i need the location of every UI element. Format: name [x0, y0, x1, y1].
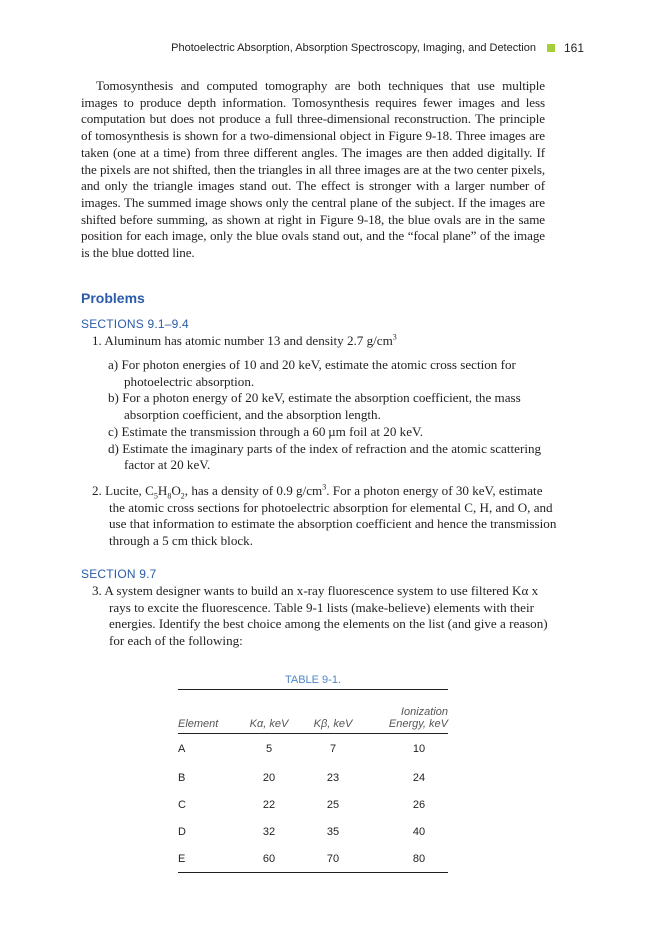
- running-title: Photoelectric Absorption, Absorption Spectroscopy, Imaging, and Detection: [171, 42, 536, 54]
- problem-2-text-rest: . For a photon energy of 30 keV, estimate the atomic cross sections for photoelectric absorption for elemental C, H, and O, and use that information to estimate the absorption coefficient and hence the transmission through a 5 cm thick block.: [109, 483, 557, 549]
- problem-3: [92, 583, 561, 650]
- problem-1-sup: 3: [392, 332, 397, 342]
- item-text: Estimate the imaginary parts of the index of refraction and the atomic scattering factor at 20 keV.: [122, 440, 542, 473]
- header-marker-square: [547, 44, 555, 52]
- table-header-row: [178, 690, 448, 734]
- problems-heading: Problems: [81, 290, 145, 306]
- table-row: [178, 734, 448, 765]
- header-element: Element: [178, 718, 219, 730]
- problem-2: [92, 483, 561, 550]
- header-k-beta: Kβ, keV: [313, 718, 353, 730]
- problem-1-subitems: [108, 357, 548, 474]
- table-row: [178, 818, 448, 845]
- header-ionization-energy: [368, 690, 448, 734]
- formula-part: Lucite, C: [105, 483, 154, 498]
- problem-1c: [108, 424, 548, 441]
- page-number: 161: [563, 41, 584, 55]
- problem-1-text: Aluminum has atomic number 13 and density 2.7 g/cm: [104, 333, 393, 348]
- problem-1b: [108, 390, 548, 423]
- table-cell: 22: [262, 798, 276, 811]
- body-text: [81, 78, 545, 262]
- table-cell: 7: [329, 743, 337, 755]
- problem-1-number: 1.: [92, 333, 102, 348]
- table-cell: 80: [412, 852, 426, 865]
- formula-subscript: 5: [153, 491, 158, 501]
- problem-1d: [108, 441, 548, 474]
- problem-2-text: , has a density of 0.9 g/cm: [184, 483, 323, 498]
- formula-part: O: [171, 483, 181, 498]
- table-row: [178, 845, 448, 873]
- section-label-9-1-9-4: SECTIONS 9.1–9.4: [81, 317, 189, 331]
- problem-2-number: 2.: [92, 483, 102, 498]
- table-cell: 25: [326, 798, 340, 811]
- table-cell: 60: [262, 852, 276, 865]
- table-cell: B: [178, 771, 186, 784]
- item-letter: b): [108, 390, 119, 406]
- formula-subscript: 8: [167, 491, 172, 501]
- intro-paragraph: Tomosynthesis and computed tomography are both techniques that use multiple images to produce depth information. Tomosynthesis requires fewer images and less computation but does not produce a full three-dimensional reconstruction. The principle of tomosynthesis is shown for a two-dimensional object in Figure 9-18. Three images are taken (one at a time) from three different angles. The images are then added digitally. If the pixels are not shifted, then the triangles in all three images are at the two center pixels, and only the triangle images stand out. The effect is stronger with a larger number of images. The summed image shows only the central plane of the subject. If the images are shifted before summing, as shown at right in Figure 9-18, the blue ovals are in the same position for each image, only the blue ovals stand out, and the “focal plane” of the image is the blue dotted line.: [81, 78, 545, 261]
- element-energy-table: [178, 689, 448, 873]
- problem-2-sup: 3: [322, 482, 327, 492]
- item-text: For a photon energy of 20 keV, estimate the absorption coefficient, the mass absorption coefficient, and the absorption length.: [122, 390, 521, 423]
- table-cell: D: [178, 825, 186, 838]
- problem-3-number: 3.: [92, 583, 102, 598]
- problem-3-text: A system designer wants to build an x-ray fluorescence system to use filtered Kα x rays to excite the fluorescence. Table 9-1 lists (make-believe) elements with their energies. Identify the best choice among the elements on the list (and give a reason) for each of the following:: [104, 583, 548, 649]
- table-cell: 20: [262, 771, 276, 784]
- header-ionization-line2: Energy, keV: [388, 718, 448, 730]
- item-text: Estimate the transmission through a 60 µm foil at 20 keV.: [121, 423, 424, 439]
- problem-1: [92, 333, 561, 350]
- table-cell: 40: [412, 825, 426, 838]
- table-cell: 23: [326, 771, 340, 784]
- table-cell: 24: [412, 771, 426, 784]
- item-letter: c): [108, 423, 119, 439]
- table-row: [178, 791, 448, 818]
- section-label-9-7: SECTION 9.7: [81, 567, 157, 581]
- item-letter: a): [108, 357, 119, 372]
- formula-part: H: [157, 483, 168, 498]
- table-cell: 5: [265, 743, 273, 755]
- table-cell: 35: [326, 825, 340, 838]
- item-text: For photon energies of 10 and 20 keV, estimate the atomic cross section for photoelectric absorption.: [121, 357, 516, 389]
- table-row: [178, 764, 448, 791]
- header-ionization-line1: Ionization: [400, 706, 448, 718]
- table-cell: C: [178, 798, 186, 811]
- table-cell: E: [178, 852, 186, 865]
- header-k-alpha: Kα, keV: [249, 718, 289, 730]
- item-letter: d): [108, 440, 119, 456]
- table-body: [178, 734, 448, 873]
- table-cell: A: [178, 743, 186, 755]
- table-cell: 26: [412, 798, 426, 811]
- table-cell: 70: [326, 852, 340, 865]
- formula-subscript: 2: [180, 491, 185, 501]
- table-cell: 10: [412, 743, 426, 755]
- table-caption: TABLE 9-1.: [284, 674, 342, 686]
- problem-1a: [108, 357, 548, 390]
- running-header: [171, 41, 584, 55]
- table-cell: 32: [262, 825, 276, 838]
